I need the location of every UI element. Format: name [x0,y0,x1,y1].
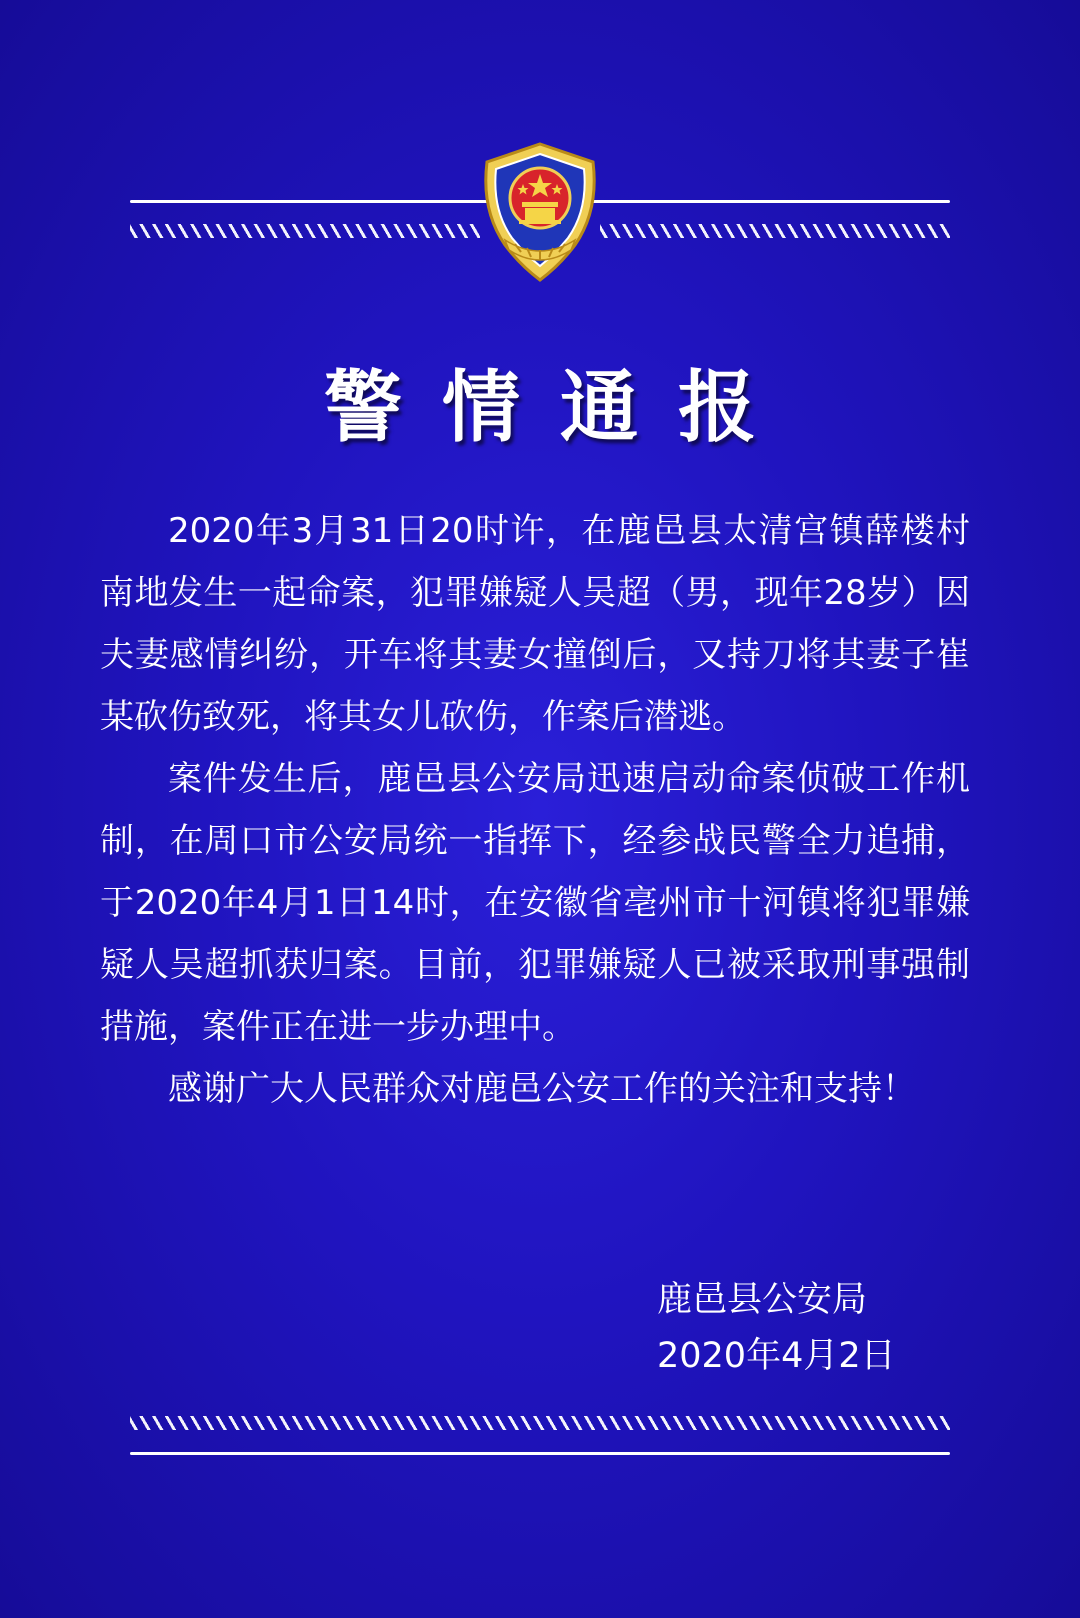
bottom-divider-line [130,1452,950,1455]
notice-paragraph-1: 2020年3月31日20时许，在鹿邑县太清宫镇薛楼村南地发生一起命案，犯罪嫌疑人吴超（男，现年28岁）因夫妻感情纠纷，开车将其妻女撞倒后，又持刀将其妻子崔某砍伤致死，将其女儿砍伤，作案后潜逃。 [100,511,970,737]
bottom-chevron-band [130,1416,950,1430]
issuer-name: 鹿邑县公安局 [657,1280,868,1320]
police-badge-icon [475,140,605,285]
notice-paragraph-2: 案件发生后，鹿邑县公安局迅速启动命案侦破工作机制，在周口市公安局统一指挥下，经参战民警全力追捕，于2020年4月1日14时，在安徽省亳州市十河镇将犯罪嫌疑人吴超抓获归案。目前，犯罪嫌疑人已被采取刑事强制措施，案件正在进一步办理中。 [100,759,970,1047]
bottom-ornament [130,1416,950,1456]
notice-body [100,500,970,1120]
signature-block [657,1272,896,1384]
top-right-chevron-band [600,224,950,238]
issue-date: 2020年4月2日 [657,1336,896,1376]
notice-paragraph-3: 感谢广大人民群众对鹿邑公安工作的关注和支持！ [168,1069,916,1109]
top-left-chevron-band [130,224,480,238]
notice-title: 警情通报 [323,363,796,453]
